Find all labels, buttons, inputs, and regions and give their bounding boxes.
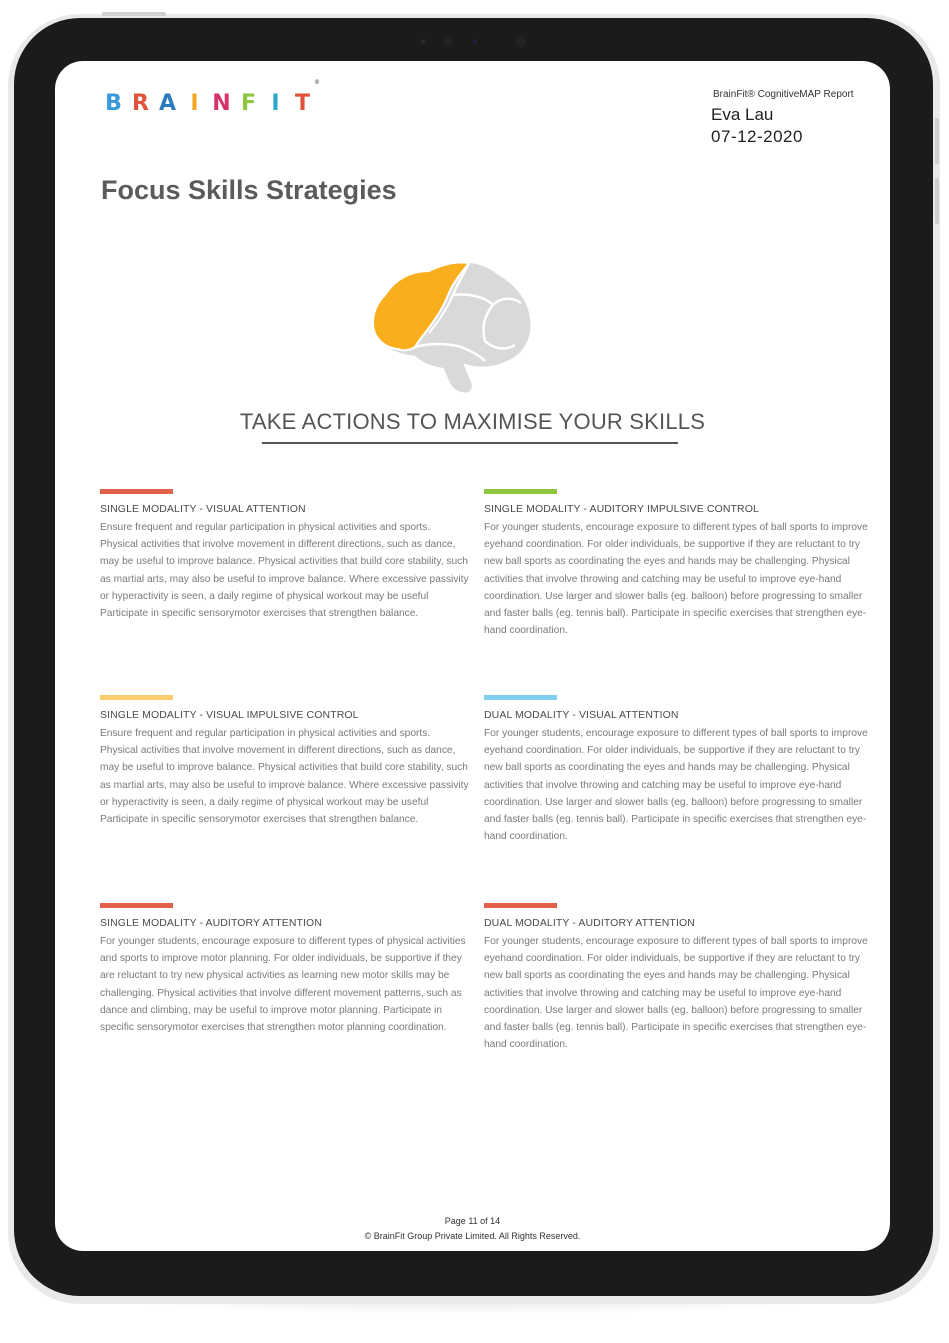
accent-bar: [484, 695, 557, 700]
logo-letter: R: [132, 91, 149, 116]
accent-bar: [100, 695, 173, 700]
brainfit-logo: [100, 79, 322, 116]
student-name: Eva Lau: [711, 105, 774, 124]
registered-mark: ®: [314, 79, 320, 86]
strategy-card: [100, 695, 470, 828]
accent-bar: [100, 903, 173, 908]
strategy-title: SINGLE MODALITY - AUDITORY IMPULSIVE CONTROL: [484, 503, 759, 515]
report-label: BrainFit® CognitiveMAP Report: [713, 89, 854, 100]
sensor-icon: [421, 39, 426, 44]
logo-letter: T: [294, 91, 310, 116]
heading-underline: [262, 442, 678, 444]
page-number: Page 11 of 14: [444, 1216, 501, 1226]
volume-button: [935, 118, 939, 164]
strategy-card: [484, 489, 872, 639]
section-heading: TAKE ACTIONS TO MAXIMISE YOUR SKILLS: [239, 409, 706, 434]
accent-bar: [100, 489, 173, 494]
strategy-card: [484, 903, 872, 1053]
strategy-title: SINGLE MODALITY - AUDITORY ATTENTION: [100, 917, 323, 929]
page-title: Focus Skills Strategies: [101, 175, 397, 205]
strategy-card: [100, 489, 470, 622]
logo-letter: I: [190, 91, 199, 116]
strategy-body: Ensure frequent and regular participation in physical activities and sports. Physical activities that involve movement in different directions, such as dance, may be useful to improve balance. Physical activities that build core stability, such as martial arts, may also be useful to improve balance. Where excessive passivity or hyperactivity is seen, a daily regime of physical workout may be useful Participate in specific sensorymotor exercises that strengthen balance.: [100, 522, 469, 620]
strategy-title: SINGLE MODALITY - VISUAL ATTENTION: [100, 503, 306, 515]
camera-icon: [443, 36, 453, 46]
strategy-title: SINGLE MODALITY - VISUAL IMPULSIVE CONTROL: [100, 709, 359, 721]
strategy-body: For younger students, encourage exposure to different types of ball sports to improve eyehand coordination. For older individuals, be supportive if they are reluctant to try new ball sports as coordinating the eyes and hands may be challenging. Physical activities that involve throwing and catching may be useful to improve eye-hand coordination. Use larger and slower balls (eg. balloon) before progressing to smaller and faster balls (eg. tennis ball). Participate in specific exercises that strengthen eye-hand coordination.: [484, 522, 868, 637]
report-date: 07-12-2020: [711, 127, 803, 146]
camera-lens-icon: [515, 36, 526, 47]
strategy-body: Ensure frequent and regular participation in physical activities and sports. Physical activities that involve movement in different directions, such as dance, may be useful to improve balance. Physical activities that build core stability, such as martial arts, may also be useful to improve balance. Where excessive passivity or hyperactivity is seen, a daily regime of physical workout may be useful Participate in specific sensorymotor exercises that strengthen balance.: [100, 728, 469, 826]
strategy-body: For younger students, encourage exposure to different types of ball sports to improve eyehand coordination. For older individuals, be supportive if they are reluctant to try new ball sports as coordinating the eyes and hands may be challenging. Physical activities that involve throwing and catching may be useful to improve eye-hand coordination. Use larger and slower balls (eg. balloon) before progressing to smaller and faster balls (eg. tennis ball). Participate in specific exercises that strengthen eye-hand coordination.: [484, 728, 868, 843]
strategy-card: [484, 695, 872, 845]
volume-button-lower: [935, 178, 939, 224]
brain-icon: [369, 257, 535, 397]
strategy-card: [100, 903, 470, 1036]
logo-letter: I: [271, 91, 280, 116]
strategy-body: For younger students, encourage exposure to different types of ball sports to improve eyehand coordination. For older individuals, be supportive if they are reluctant to try new ball sports as coordinating the eyes and hands may be challenging. Physical activities that involve throwing and catching may be useful to improve eye-hand coordination. Use larger and slower balls (eg. balloon) before progressing to smaller and faster balls (eg. tennis ball). Participate in specific exercises that strengthen eye-hand coordination.: [484, 936, 868, 1051]
accent-bar: [484, 489, 557, 494]
strategy-title: DUAL MODALITY - VISUAL ATTENTION: [484, 709, 679, 721]
strategy-body: For younger students, encourage exposure to different types of physical activities and sports to improve motor planning. For older individuals, be supportive if they are reluctant to try new physical activities as learning new motor skills may be challenging. Physical activities that involve different movement patterns, such as dance and climbing, may be useful to improve motor planning. Participate in specific sensorymotor exercises that strengthen motor planning coordination.: [100, 936, 466, 1034]
logo-letter: B: [105, 91, 122, 116]
copyright: © BrainFit Group Private Limited. All Rights Reserved.: [364, 1231, 581, 1241]
logo-letter: F: [240, 91, 257, 116]
power-button: [102, 12, 166, 16]
accent-bar: [484, 903, 557, 908]
logo-letter: A: [158, 91, 177, 116]
strategy-title: DUAL MODALITY - AUDITORY ATTENTION: [484, 917, 695, 929]
sensor-icon: [473, 39, 477, 43]
logo-letter: N: [212, 91, 231, 116]
report-page: [55, 61, 890, 1251]
camera-array: [415, 35, 535, 47]
